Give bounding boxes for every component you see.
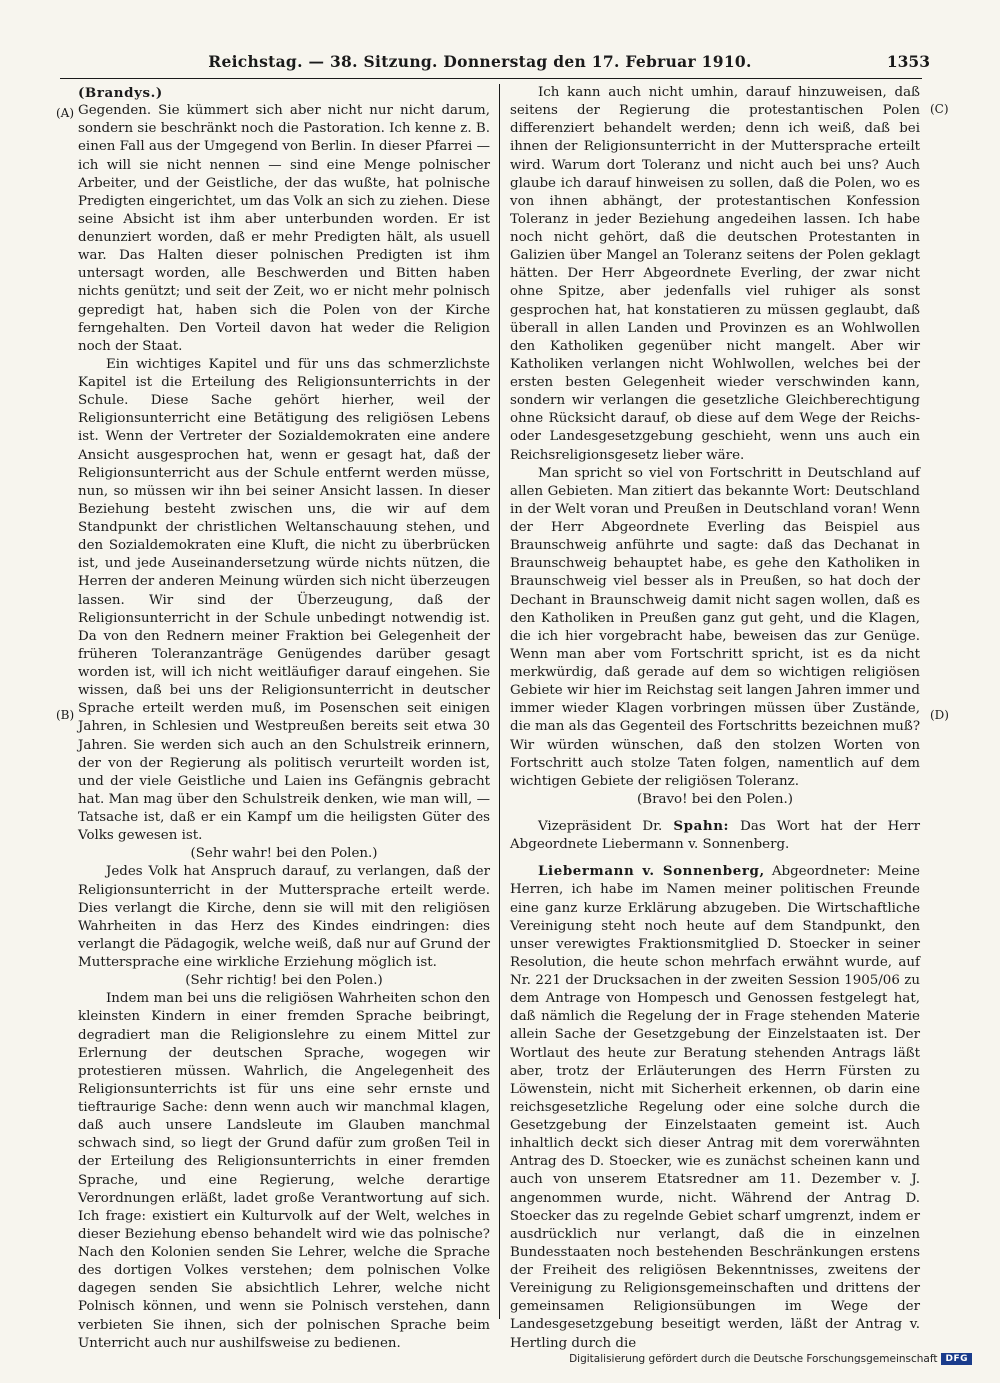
paragraph: Man spricht so viel von Fortschritt in Deutschland auf allen Gebieten. Man zitiert das bekannte Wort: Deutschland in der Welt voran und Preußen in Deutschland voran! Wenn der Herr Abgeordnete Everling das Beispiel aus Braunschweig anführte und sagte: daß das Dechanat in Braunschweig behauptet habe, es gehe den Katholiken in Braunschweig viel besser als in Preußen, so hat doch der Dechant in Braunschweig damit nicht sagen wollen, daß es den Katholiken in Preußen ganz gut geht, und die Klagen, die ich hier vorgebracht habe, beweisen das zur Genüge. Wenn man aber vom Fortschritt spricht, ist es da nicht merkwürdig, daß gerade auf dem so wichtigen religiösen Gebiete wir hier im Reichstag seit langen Jahren immer und immer wieder Klagen vorbringen müssen über Zustände, die man als das Gegenteil des Fortschritts bezeichnen muß? Wir würden wünschen, daß den stolzen Worten von Fortschritt auch stolze Taten folgen, namentlich auf dem wichtigen Gebiete der religiösen Toleranz. xyxy=(510,465,920,789)
paragraph: Indem man bei uns die religiösen Wahrheiten schon den kleinsten Kindern in einer fremden Sprache beibringt, degradiert man die Religionslehre zu einem Mittel zur Erlernung der deutschen Sprache, wogegen wir protestieren müssen. Wahrlich, die Angelegenheit des Religionsunterrichts ist für uns eine sehr ernste und tieftraurige Sache: denn wenn auch wir manchmal klagen, daß auch unsere Landsleute im Glauben manchmal schwach sind, so liegt der Grund dafür zum großen Teil in der Erteilung des Religionsunterrichts in einer fremden Sprache, und eine Regierung, welche derartige Verordnungen erläßt, ladet große Verantwortung auf sich. Ich frage: existiert ein Kulturvolk auf der Welt, welches in dieser Beziehung ebenso behandelt wird wie das polnische? Nach den Kolonien senden Sie Lehrer, welche die Sprache des dortigen Volkes verstehen; dem polnischen Volke dagegen senden Sie absichtlich Lehrer, welche nicht Polnisch können, und wenn sie Polnisch verstehen, dann verbieten Sie ihnen, sich der polnischen Sprache beim Unterricht auch nur aushilfsweise zu bedienen. xyxy=(78,991,490,1351)
speaker-tag: (Brandys.) xyxy=(78,85,163,101)
margin-marker-c: (C) xyxy=(930,102,949,116)
vp-text: Das Wort hat der Herr Abgeordnete Liebermann v. Sonnenberg. xyxy=(510,819,920,853)
margin-marker-d: (D) xyxy=(930,708,949,722)
speech-text: Meine Herren, ich habe im Namen meiner politischen Freunde eine ganz kurze Erklärung abzugeben. Die Wirtschaftliche Vereinigung steht noch heute auf dem Standpunkt, den unser verewigtes Fraktionsmitglied D. Stoecker in seiner Resolution, die heute schon mehrfach erwähnt wurde, auf Nr. 221 der Drucksachen in der zweiten Session 1905/06 zu dem Antrage von Hompesch und Genossen festgelegt hat, daß nämlich die Regelung der in Frage stehenden Materie allein Sache der Gesetzgebung der Einzelstaaten ist. Der Wortlaut des heute zur Beratung stehenden Antrags läßt aber, trotz der Erläuterungen des Herrn Fürsten zu Löwenstein, nicht mit Sicherheit erkennen, ob darin eine reichsgesetzliche Regelung oder eine solche durch die Gesetzgebung der Einzelstaaten gemeint ist. Auch inhaltlich deckt sich dieser Antrag mit dem vorerwähnten Antrag des D. Stoecker, wie es zunächst scheinen kann und auch von unserem Etatsredner am 11. Dezember v. J. angenommen wurde, nicht. Während der Antrag D. Stoecker das zu regelnde Gebiet scharf umgrenzt, indem er ausdrücklich nur verlangt, daß die in einzelnen Bundesstaaten noch bestehenden Beschränkungen erstens der Freiheit des religiösen Bekenntnisses, zweitens der Vereinigung zu Religionsgemeinschaften und drittens der gemeinsamen Religionsübungen im Wege der Landesgesetzgebung beseitigt werden, läßt der Antrag v. Hertling durch die xyxy=(510,864,920,1351)
paragraph: Jedes Volk hat Anspruch darauf, zu verlangen, daß der Religionsunterricht in der Muttersprache erteilt werde. Dies verlangt die Kirche, denn sie will mit den religiösen Wahrheiten in das Herz des Kindes eindringen: dies verlangt die Pädagogik, welche weiß, daß nur auf Grund der Muttersprache eine wirkliche Erziehung möglich ist. xyxy=(78,864,490,970)
interjection: (Sehr richtig! bei den Polen.) xyxy=(185,973,383,989)
speaker-role: Abgeordneter: xyxy=(771,864,871,880)
paragraph: Ich kann auch nicht umhin, darauf hinzuweisen, daß seitens der Regierung die protestantischen Polen differenziert behandelt werden; denn ich weiß, daß bei ihnen der Religionsunterricht in der Muttersprache erteilt wird. Warum dort Toleranz und nicht auch bei uns? Auch glaube ich darauf hinweisen zu sollen, daß die Polen, wo es von ihnen abhängt, der protestantischen Konfession Toleranz in jeder Beziehung angedeihen lassen. Ich habe noch nicht gehört, daß die deutschen Protestanten in Galizien über Mangel an Toleranz seitens der Polen geklagt hätten. Der Herr Abgeordnete Everling, der zwar nicht ohne Spitze, aber jedenfalls viel ruhiger als sonst gesprochen hat, hat konstatieren zu müssen geglaubt, daß überall in allen Landen und Provinzen es an Wohlwollen den Katholiken gegenüber nicht mangelt. Aber wir Katholiken verlangen nicht Wohlwollen, welches bei der ersten besten Gelegenheit wieder verschwinden kann, sondern wir verlangen die gesetzliche Gleichberechtigung ohne Rücksicht darauf, ob diese auf dem Wege der Reichs- oder Landesgesetzgebung geschieht, wenn uns auch ein Reichsreligionsgesetz lieber wäre. xyxy=(510,85,920,463)
paragraph: Ein wichtiges Kapitel und für uns das schmerzlichste Kapitel ist die Erteilung des Religionsunterrichts in der Schule. Diese Sache gehört hierher, weil der Religionsunterricht eine Betätigung des religiösen Lebens ist. Wenn der Vertreter der Sozialdemokraten eine andere Ansicht ausgesprochen hat, wenn er gesagt hat, daß der Religionsunterricht aus der Schule entfernt werden müsse, nun, so müssen wir ihn bei seiner Ansicht lassen. In dieser Beziehung besteht zwischen uns, die wir auf dem Standpunkt der christlichen Weltanschauung stehen, und den Sozialdemokraten eine Kluft, die nicht zu überbrücken ist, und jede Auseinandersetzung würde nichts nützen, die Herren der anderen Meinung würden sich nicht überzeugen lassen. Wir sind der Überzeugung, daß der Religionsunterricht in der Schule unbedingt notwendig ist. Da von den Rednern meiner Fraktion bei Gelegenheit der früheren Toleranzanträge Genügendes darüber gesagt worden ist, will ich nicht weitläufiger darauf eingehen. Sie wissen, daß bei uns der Religionsunterricht in deutscher Sprache erteilt werden muß, im Posenschen seit einigen Jahren, in Schlesien und Westpreußen bereits seit etwa 30 Jahren. Sie werden sich auch an den Schulstreik erinnern, der von der Regierung als politisch verurteilt worden ist, und der viele Geistliche und Laien ins Gefängnis gebracht hat. Man mag über den Schulstreik denken, wie man will, — Tatsache ist, daß er ein Kampf um die heiligsten Güter des Volks gewesen ist. xyxy=(78,356,490,844)
margin-marker-b: (B) xyxy=(56,708,75,722)
column-divider xyxy=(499,84,500,1319)
footer-text: Digitalisierung gefördert durch die Deutsche Forschungsgemeinschaft xyxy=(569,1353,938,1365)
page-number: 1353 xyxy=(886,52,930,71)
interjection: (Bravo! bei den Polen.) xyxy=(637,791,793,807)
dfg-logo: DFG xyxy=(941,1353,972,1365)
speaker-name: Liebermann v. Sonnenberg, xyxy=(538,863,765,880)
left-column xyxy=(78,84,490,1353)
vp-name: Spahn: xyxy=(673,818,730,834)
speech-paragraph xyxy=(510,862,920,1352)
right-column xyxy=(510,84,920,1353)
paragraph: Gegenden. Sie kümmert sich aber nicht nur nicht darum, sondern sie beschränkt noch die Pastoration. Ich kenne z. B. einen Fall aus der Umgegend von Berlin. In dieser Pfarrei — ich will sie nicht nennen — sind eine Menge polnischer Arbeiter, und der Geistliche, der das wußte, hat polnische Predigten eingerichtet, um das Volk an sich zu ziehen. Diese seine Absicht ist ihm aber unterbunden worden. Er ist denunziert worden, daß er mehr Predigten hält, als usuell war. Das Halten dieser polnischen Predigten ist ihm untersagt worden, alle Beschwerden und Bitten haben nichts genützt; und seit der Zeit, wo er nicht mehr polnisch gepredigt hat, haben sich die Polen von der Kirche ferngehalten. Den Vorteil davon hat weder die Religion noch der Staat. xyxy=(78,103,490,354)
vice-president-statement xyxy=(510,817,920,854)
margin-marker-a: (A) xyxy=(56,106,75,120)
header-rule xyxy=(60,78,922,79)
header-title: Reichstag. — 38. Sitzung. Donnerstag den 17. Februar 1910. xyxy=(208,52,752,71)
interjection: (Sehr wahr! bei den Polen.) xyxy=(190,846,378,862)
vp-title: Vizepräsident Dr. xyxy=(538,819,663,834)
footer xyxy=(569,1353,972,1365)
page-header xyxy=(90,52,930,80)
